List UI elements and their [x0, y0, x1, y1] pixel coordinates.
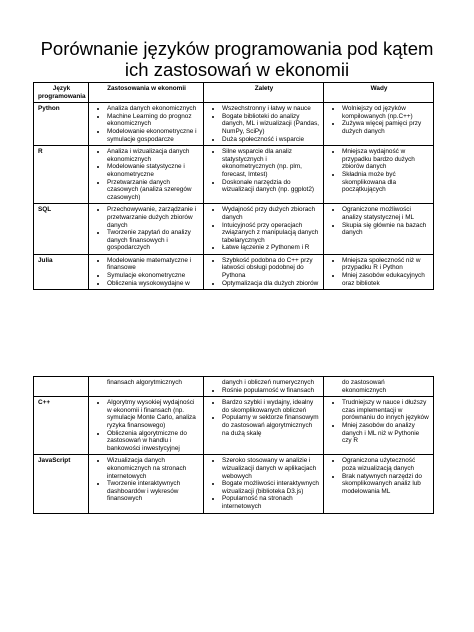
list-item: • Analiza danych ekonomicznych [107, 105, 200, 113]
cell-language: C++ [34, 397, 89, 455]
list-item: • Algorytmy wysokiej wydajności w ekonomii i finansach (np. symulacje Monte Carlo, analiza ryzyka finansowego) [107, 399, 200, 429]
list-item: • Mniejsza wydajność w przypadku bardzo dużych zbiorów danych [342, 148, 430, 171]
bullet-list [93, 206, 200, 252]
header-language: Język programowania [34, 83, 89, 103]
bullet-list [208, 206, 320, 252]
list-item: finansach algorytmicznych [107, 379, 182, 386]
document-title: Porównanie języków programowania pod kątem ich zastosowań w ekonomii [40, 38, 434, 80]
list-item: • Silne wsparcie dla analiz statystycznych i ekonometrycznych (np. plm, forecast, lmtest) [222, 148, 320, 178]
table-row [34, 146, 434, 204]
bullet-list [93, 257, 200, 287]
list-item: • Analiza i wizualizacja danych ekonomicznych [107, 148, 200, 163]
list-item: • Trudniejszy w nauce i dłuższy czas implementacji w porównaniu do innych języków [342, 399, 430, 422]
list-item: • Przetwarzanie danych czasowych (analiza szeregów czasowych) [107, 179, 200, 202]
table-header-row [34, 83, 434, 103]
list-item: do zastosowań ekonomicznych [342, 379, 387, 394]
cell-cons [324, 103, 434, 146]
list-item: • Wolniejszy od języków kompilowanych (np.C++) [342, 105, 430, 120]
list-item: • Modelowanie matematyczne i finansowe [107, 257, 200, 272]
header-cons: Wady [324, 83, 434, 103]
bullet-list [328, 457, 430, 495]
cell-uses [89, 254, 204, 289]
cell-cons [324, 146, 434, 204]
bullet-list [208, 148, 320, 194]
header-uses: Zastosowania w ekonomii [89, 83, 204, 103]
bullet-list [328, 105, 430, 135]
bullet-list [93, 399, 200, 452]
list-item: • Tworzenie zapytań do analizy danych finansowych i gospodarczych [107, 229, 200, 252]
bullet-list [328, 148, 430, 194]
list-item: • Popularny w sektorze finansowym do zastosowań algorytmicznych na dużą skalę [222, 414, 320, 437]
cell-uses [89, 455, 204, 513]
bullet-list [208, 257, 320, 287]
cell-uses [89, 377, 204, 397]
bullet-list [328, 257, 430, 287]
bullet-list [208, 105, 320, 143]
list-item: • Bogate biblioteki do analizy danych, ML i wizualizacji (Pandas, NumPy, SciPy) [222, 113, 320, 136]
cell-cons [324, 254, 434, 289]
list-item: • Doskonałe narzędzia do wizualizacji danych (np. ggplot2) [222, 179, 320, 194]
cell-language: Julia [34, 254, 89, 289]
cell-uses [89, 397, 204, 455]
bullet-list [208, 399, 320, 437]
cell-pros [204, 204, 324, 255]
list-item: • Mniej zasobów edukacyjnych oraz bibliotek [342, 272, 430, 287]
list-item: • Szybkość podobna do C++ przy łatwości obsługi podobnej do Pythona [222, 257, 320, 280]
bullet-list [328, 206, 430, 236]
list-item: • Szeroko stosowany w analizie i wizualizacji danych w aplikacjach webowych [222, 457, 320, 480]
list-item: • Rośnie popularność w finansach [222, 387, 320, 395]
list-item: • Zużywa więcej pamięci przy dużych danych [342, 120, 430, 135]
cell-language: SQL [34, 204, 89, 255]
list-item: • Modelowanie statystyczne i ekonometryczne [107, 163, 200, 178]
list-item: • Intuicyjność przy operacjach związanych z manipulacją danych tabelarycznych [222, 222, 320, 245]
bullet-list [93, 105, 200, 143]
list-item: • Składnia może być skomplikowana dla początkujących [342, 171, 430, 194]
list-item: • Modelowanie ekonometryczne i symulacje gospodarcze [107, 128, 200, 143]
cell-pros [204, 455, 324, 513]
list-item: • Ograniczone możliwości analizy statystycznej i ML [342, 206, 430, 221]
list-item: • Machine Learning do prognoz ekonomicznych [107, 113, 200, 128]
bullet-list [93, 148, 200, 201]
list-item: • Wizualizacja danych ekonomicznych na stronach internetowych [107, 457, 200, 480]
table-row [34, 103, 434, 146]
cell-language: Python [34, 103, 89, 146]
bullet-list [93, 457, 200, 503]
bullet-list [328, 399, 430, 445]
cell-uses [89, 204, 204, 255]
list-item: • Przechowywanie, zarządzanie i przetwarzanie dużych zbiorów danych [107, 206, 200, 229]
cell-pros [204, 397, 324, 455]
cell-cons [324, 397, 434, 455]
list-item: • Ograniczona użyteczność poza wizualizacją danych [342, 457, 430, 472]
list-item: • Duża społeczność i wsparcie [222, 136, 320, 144]
list-item: danych i obliczeń numerycznych [222, 379, 314, 386]
list-item: • Mniej zasobów do analizy danych i ML niż w Pythonie czy R [342, 422, 430, 445]
cell-pros [204, 377, 324, 397]
list-item: • Symulacje ekonometryczne [107, 272, 200, 280]
cell-cons [324, 377, 434, 397]
cell-pros [204, 103, 324, 146]
cell-pros [204, 254, 324, 289]
list-item: • Popularność na stronach internetowych [222, 495, 320, 510]
cell-cons [324, 204, 434, 255]
list-item: • Obliczenia algorytmiczne do zastosowań w handlu i bankowości inwestycyjnej [107, 430, 200, 453]
list-item: • Mniejsza społeczność niż w przypadku R i Python [342, 257, 430, 272]
table-row [34, 204, 434, 255]
list-item: • Skupia się głównie na bazach danych [342, 222, 430, 237]
table-row-continuation [34, 377, 434, 397]
cell-language [34, 377, 89, 397]
list-item: • Wydajność przy dużych zbiorach danych [222, 206, 320, 221]
cell-cons [324, 455, 434, 513]
comparison-table-continued [33, 376, 434, 514]
list-item: • Bardzo szybki i wydajny, idealny do skomplikowanych obliczeń [222, 399, 320, 414]
list-item: • Wszechstronny i łatwy w nauce [222, 105, 320, 113]
list-item: • Brak natywnych narzędzi do skomplikowanych analiz lub modelowania ML [342, 473, 430, 496]
table-row [34, 254, 434, 289]
header-pros: Zalety [204, 83, 324, 103]
table-row [34, 455, 434, 513]
cell-pros [204, 146, 324, 204]
cell-language: JavaScript [34, 455, 89, 513]
table-row [34, 397, 434, 455]
bullet-list [208, 457, 320, 510]
list-item: • Łatwe łączenie z Pythonem i R [222, 244, 320, 252]
list-item: • Tworzenie interaktywnych dashboardów i wykresów finansowych [107, 480, 200, 503]
cell-uses [89, 146, 204, 204]
list-item: • Obliczenia wysokowydajne w [107, 280, 200, 288]
cell-uses [89, 103, 204, 146]
comparison-table [33, 82, 434, 290]
list-item: • Bogate możliwości interaktywnych wizualizacji (biblioteka D3.js) [222, 480, 320, 495]
cell-language: R [34, 146, 89, 204]
list-item: • Optymalizacja dla dużych zbiorów [222, 280, 320, 288]
